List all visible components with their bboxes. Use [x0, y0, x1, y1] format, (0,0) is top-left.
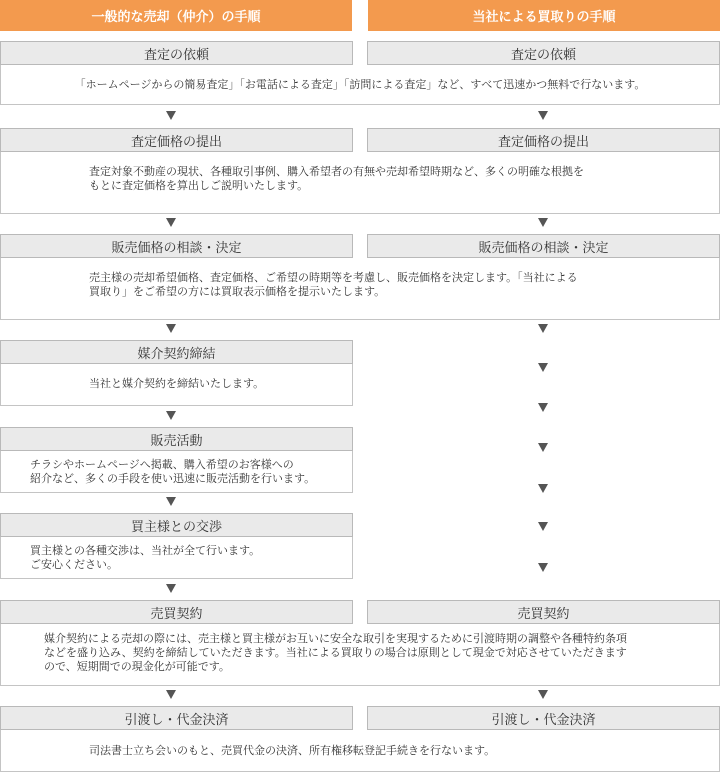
header-buyback: 当社による買取りの手順	[368, 0, 720, 31]
step1-left-title: 査定の依頼	[0, 41, 353, 65]
step7-left-title: 売買契約	[0, 600, 353, 624]
arrow-down-icon	[166, 497, 176, 506]
arrow-down-icon	[538, 403, 548, 412]
step6-title: 買主様との交渉	[0, 513, 353, 537]
arrow-down-icon	[538, 363, 548, 372]
arrow-down-icon	[166, 584, 176, 593]
arrow-down-icon	[538, 690, 548, 699]
step4-description-box	[0, 364, 353, 406]
arrow-down-icon	[538, 484, 548, 493]
step5-description-box	[0, 451, 353, 493]
step1-right-title: 査定の依頼	[367, 41, 720, 65]
step2-right-title: 査定価格の提出	[367, 128, 720, 152]
step8-description: 司法書士立ち会いのもと、売買代金の決済、所有権移転登記手続きを行ないます。	[89, 744, 496, 757]
arrow-down-icon	[166, 111, 176, 120]
arrow-down-icon	[538, 111, 548, 120]
arrow-down-icon	[166, 218, 176, 227]
arrow-down-icon	[166, 324, 176, 333]
arrow-down-icon	[538, 522, 548, 531]
step3-right-title: 販売価格の相談・決定	[367, 234, 720, 258]
step8-description-box	[0, 730, 720, 772]
step8-right-title: 引渡し・代金決済	[367, 706, 720, 730]
arrow-down-icon	[538, 218, 548, 227]
step6-description-box	[0, 537, 353, 579]
arrow-down-icon	[538, 324, 548, 333]
step3-description: 売主様の売却希望価格、査定価格、ご希望の時期等を考慮し、販売価格を決定します。「当社による 買取り」をご希望の方には買取表示価格を提示いたします。	[89, 271, 578, 298]
step3-description-box	[0, 258, 720, 320]
step4-title: 媒介契約締結	[0, 340, 353, 364]
step5-description: チラシやホームページへ掲載、購入希望のお客様への 紹介など、多くの手段を使い迅速に販売活動を行います。	[30, 458, 316, 485]
arrow-down-icon	[166, 690, 176, 699]
arrow-down-icon	[538, 443, 548, 452]
step2-left-title: 査定価格の提出	[0, 128, 353, 152]
header-general-sale: 一般的な売却（仲介）の手順	[0, 0, 352, 31]
step2-description: 査定対象不動産の現状、各種取引事例、購入希望者の有無や売却希望時期など、多くの明確な根拠を もとに査定価格を算出しご説明いたします。	[89, 165, 584, 192]
step3-left-title: 販売価格の相談・決定	[0, 234, 353, 258]
step7-description: 媒介契約による売却の際には、売主様と買主様がお互いに安全な取引を実現するために引渡時期の調整や各種特約条項 などを盛り込み、契約を締結していただきます。当社による買取りの場合は原則として現金で対応させていただきます ので、短期間での現金化が可能です。	[44, 632, 627, 673]
step2-description-box	[0, 152, 720, 214]
step1-description: 「ホームページからの簡易査定」「お電話による査定」「訪問による査定」など、すべて迅速かつ無料で行ないます。	[74, 78, 646, 91]
step7-right-title: 売買契約	[367, 600, 720, 624]
step6-description: 買主様との各種交渉は、当社が全て行います。 ご安心ください。	[30, 544, 261, 571]
step8-left-title: 引渡し・代金決済	[0, 706, 353, 730]
arrow-down-icon	[166, 411, 176, 420]
step1-description-box	[0, 65, 720, 105]
step5-title: 販売活動	[0, 427, 353, 451]
step7-description-box	[0, 624, 720, 686]
arrow-down-icon	[538, 563, 548, 572]
step4-description: 当社と媒介契約を締結いたします。	[89, 377, 265, 390]
